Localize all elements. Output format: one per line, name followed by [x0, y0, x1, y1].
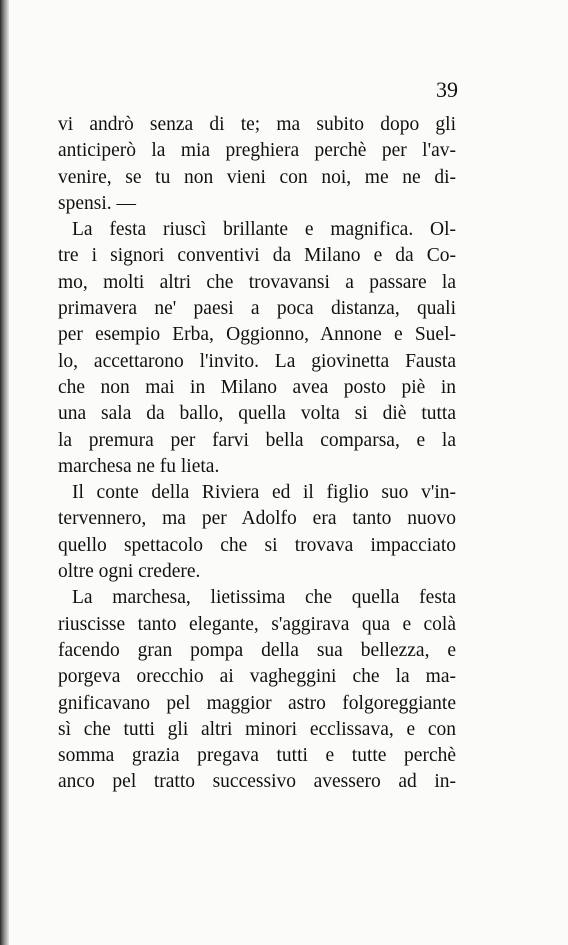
text-line: La festa riuscì brillante e magnifica. Ol-	[72, 219, 456, 241]
text-line: tre i signori conventivi da Milano e da Co-	[58, 245, 456, 267]
text-line: per esempio Erba, Oggionno, Annone e Suel-	[58, 324, 456, 346]
text-line: facendo gran pompa della sua bellezza, e	[58, 639, 456, 661]
text-line: tervennero, ma per Adolfo era tanto nuovo	[58, 508, 456, 530]
text-line: una sala da ballo, quella volta si diè tutta	[58, 403, 456, 425]
text-line: porgeva orecchio ai vagheggini che la ma-	[58, 666, 456, 688]
text-line: quello spettacolo che si trovava impacciato	[58, 534, 456, 556]
page-spine-shadow	[0, 0, 9, 945]
text-line: spensi. —	[58, 192, 136, 214]
text-line: la premura per farvi bella comparsa, e la	[58, 429, 456, 451]
text-line: venire, se tu non vieni con noi, me ne di-	[58, 166, 456, 188]
text-line: vi andrò senza di te; ma subito dopo gli	[58, 114, 456, 135]
text-line: gnificavano pel maggior astro folgoreggiante	[58, 692, 456, 714]
text-line: Il conte della Riviera ed il figlio suo v'in-	[72, 482, 456, 504]
text-line: oltre ogni credere.	[58, 561, 201, 583]
page-number: 39	[436, 77, 458, 102]
text-line: lo, accettarono l'invito. La giovinetta Fausta	[58, 350, 456, 372]
text-line: riuscisse tanto elegante, s'aggirava qua e colà	[58, 613, 456, 635]
text-line: marchesa ne fu lieta.	[58, 455, 220, 477]
text-line: primavera ne' paesi a poca distanza, quali	[58, 298, 456, 320]
text-line: anco pel tratto successivo avessero ad in-	[58, 771, 456, 793]
text-line: anticiperò la mia preghiera perchè per l'av-	[58, 140, 456, 162]
text-line: sì che tutti gli altri minori ecclissava, e con	[58, 718, 456, 740]
page-body-text	[58, 112, 456, 796]
text-line: che non mai in Milano avea posto piè in	[58, 376, 456, 398]
text-line: somma grazia pregava tutti e tutte perchè	[58, 745, 456, 767]
text-line: La marchesa, lietissima che quella festa	[72, 587, 456, 609]
text-line: mo, molti altri che trovavansi a passare la	[58, 271, 456, 293]
